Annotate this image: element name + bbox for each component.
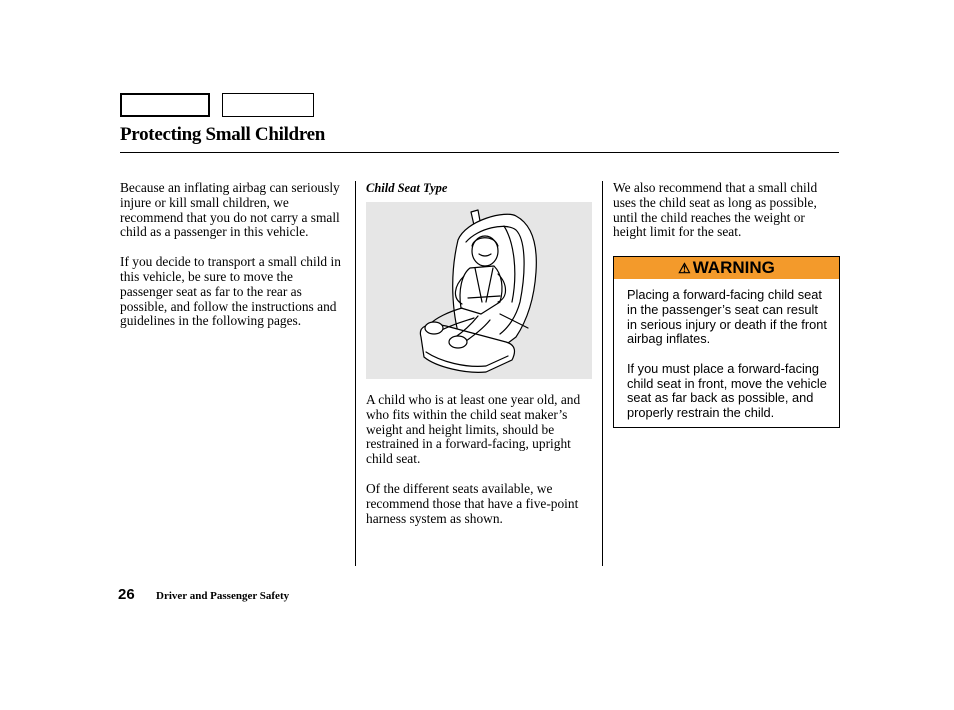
title-divider [120, 152, 839, 153]
page-number: 26 [118, 586, 135, 603]
section-title: Driver and Passenger Safety [156, 590, 290, 602]
warning-label: WARNING [692, 258, 775, 278]
column-2 [366, 181, 592, 541]
warning-triangle-icon: ⚠ [678, 260, 691, 277]
nav-button-1[interactable] [120, 93, 210, 117]
column-divider-1 [355, 181, 356, 566]
warning-header [614, 257, 839, 279]
nav-button-2[interactable] [222, 93, 314, 117]
warning-paragraph-1: Placing a forward-facing child seat in the passenger’s seat can result in serious injury or death if the front airbag inflates. [627, 287, 827, 347]
column-3-paragraph-1: We also recommend that a small child uses the child seat as long as possible, until the child reaches the weight or height limit for the seat. [613, 180, 818, 240]
page-title: Protecting Small Children [120, 124, 326, 145]
warning-body [614, 279, 839, 427]
warning-paragraph-2: If you must place a forward-facing child seat in front, move the vehicle seat as far back as possible, and properly restrain the child. [627, 361, 827, 421]
warning-box [613, 256, 840, 428]
child-seat-drawing [366, 202, 592, 379]
child-seat-illustration [366, 202, 592, 379]
column-2-paragraph-1: A child who is at least one year old, and who fits within the child seat maker’s weight and height limits, should be restrained in a forward-facing, upright child seat. [366, 392, 581, 467]
figure-caption: Child Seat Type [366, 181, 448, 195]
column-1-paragraph-2: If you decide to transport a small child in this vehicle, be sure to move the passenger seat as far to the rear as possible, and follow the instructions and guidelines in the following pages. [120, 254, 341, 329]
column-1-paragraph-1: Because an inflating airbag can seriously injure or kill small children, we recommend that you do not carry a small child as a passenger in this vehicle. [120, 180, 340, 240]
column-1 [120, 181, 348, 344]
column-divider-2 [602, 181, 603, 566]
column-2-paragraph-2: Of the different seats available, we recommend those that have a five-point harness system as shown. [366, 480, 579, 526]
column-3 [613, 181, 840, 428]
